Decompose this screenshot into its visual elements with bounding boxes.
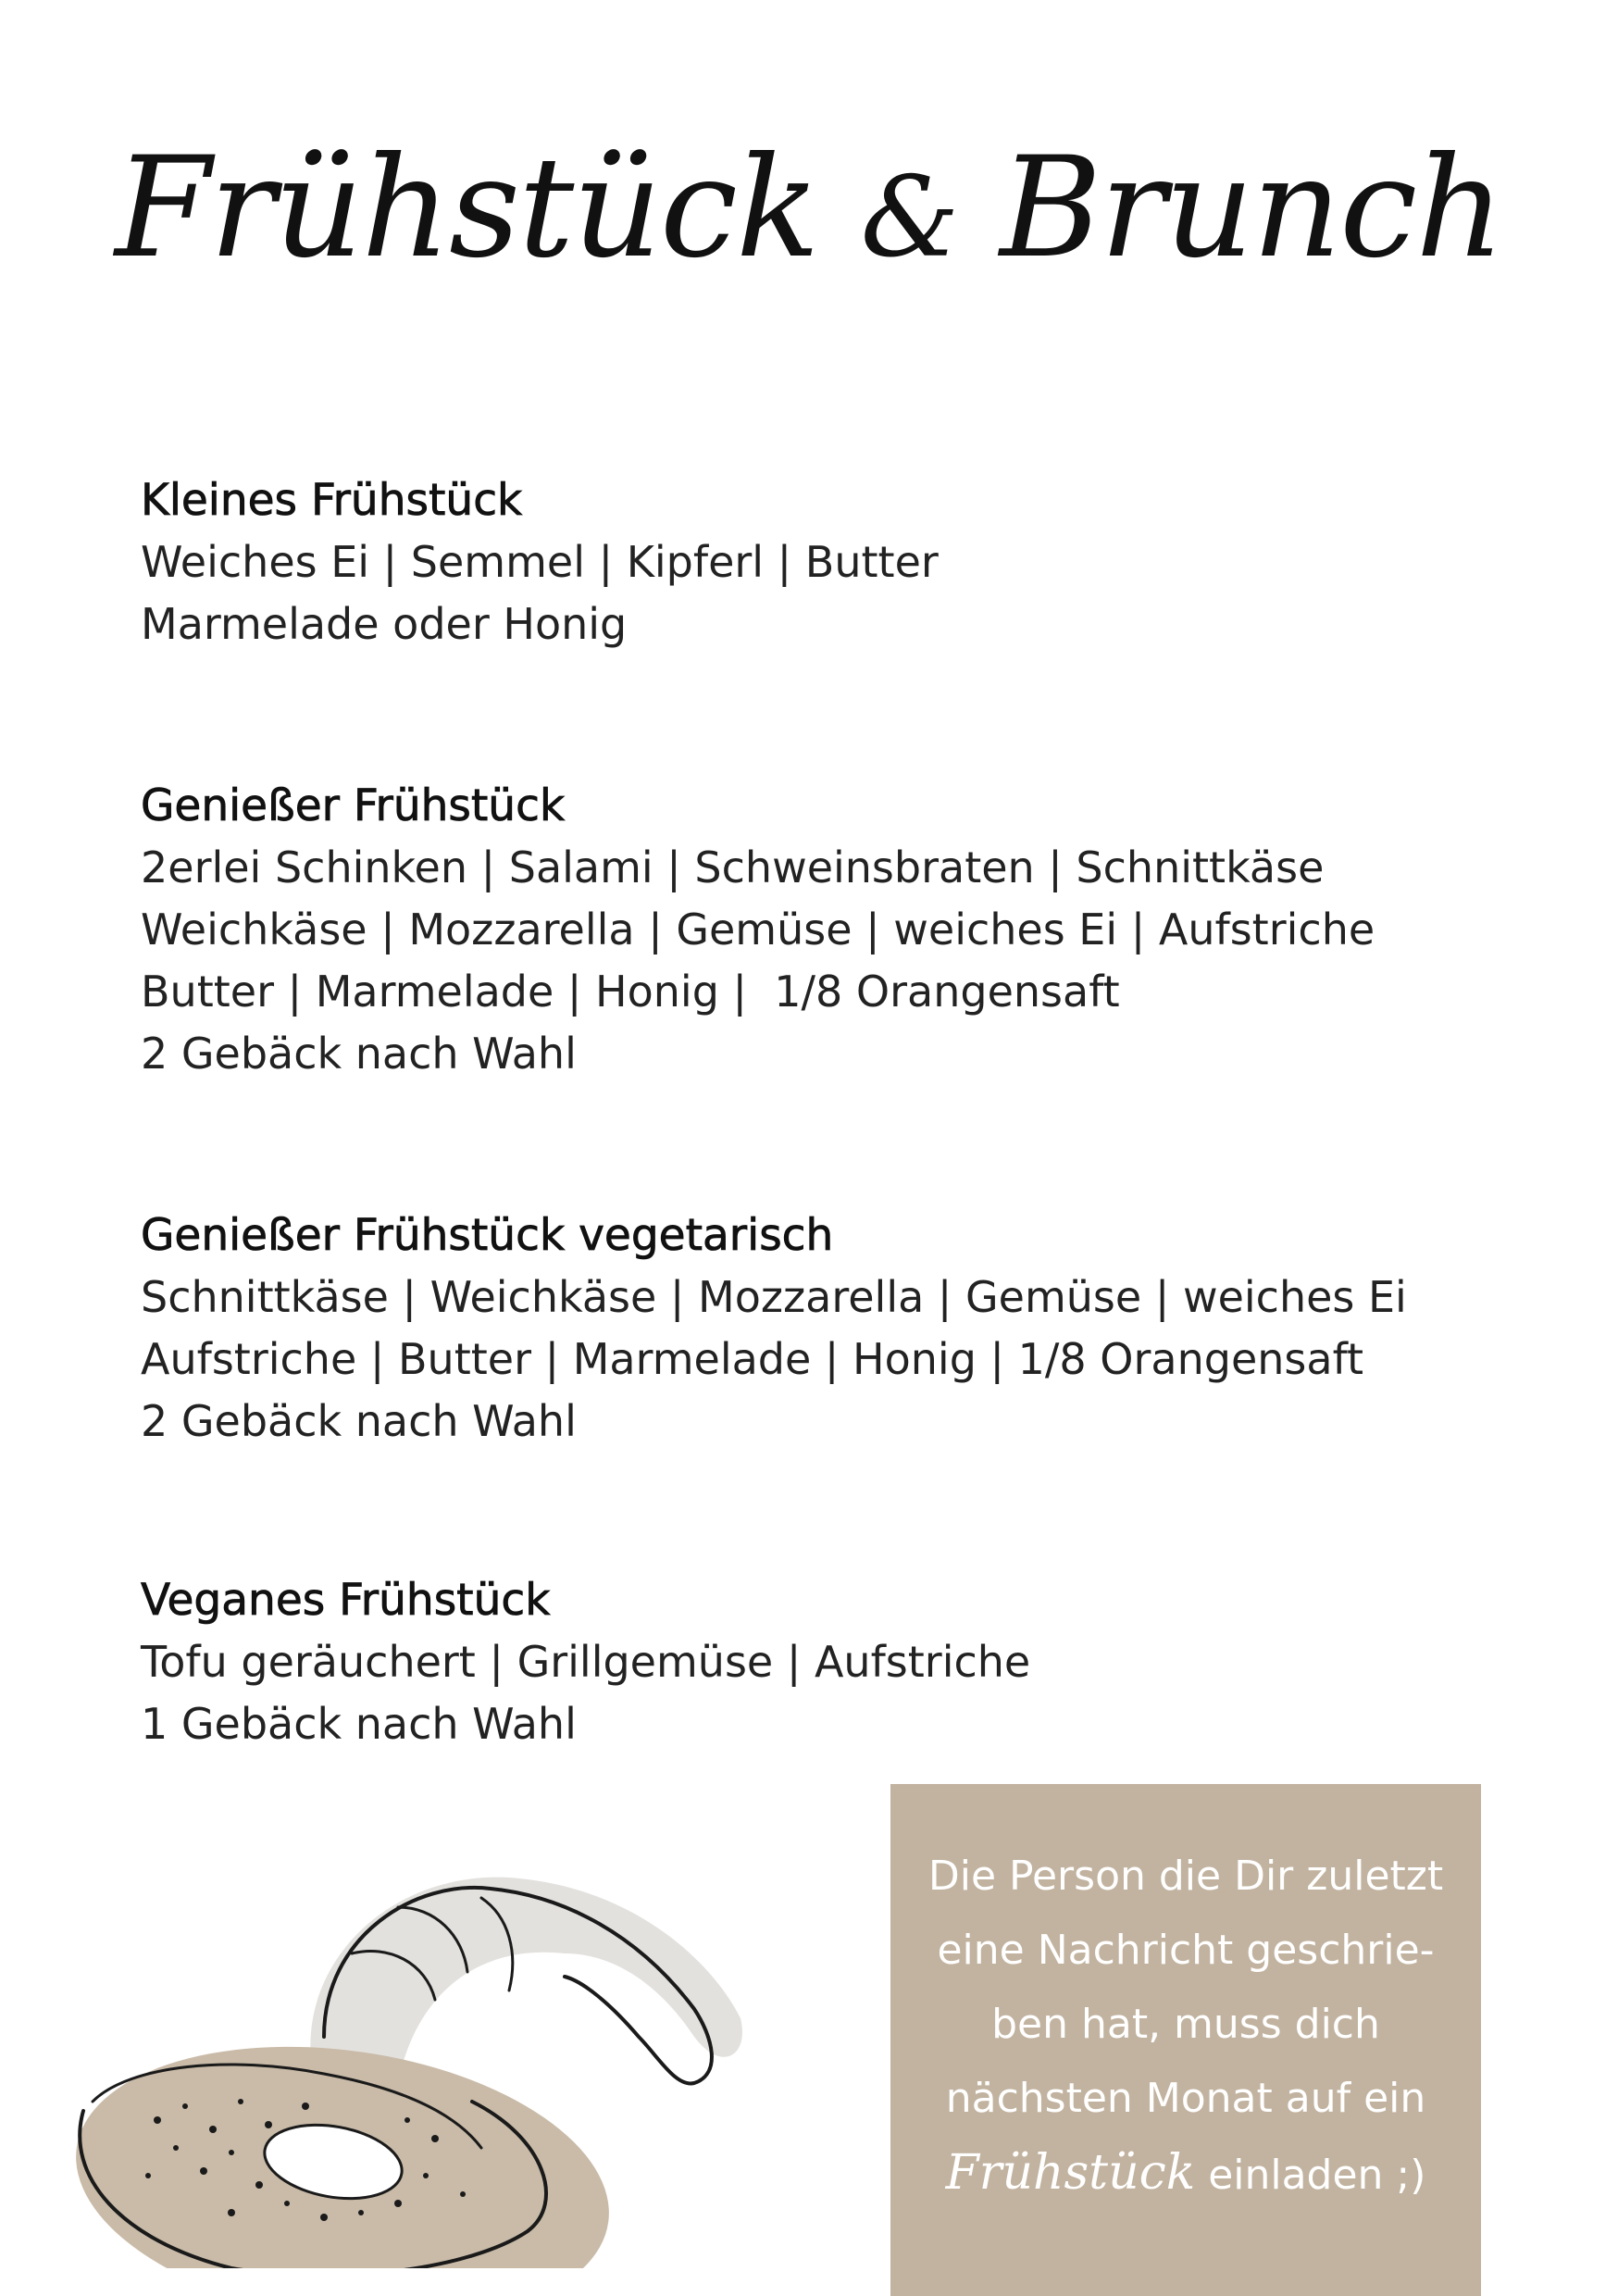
section-heading: Genießer Frühstück — [141, 780, 566, 831]
menu-section-geniesser-fruehstueck — [141, 776, 1529, 1085]
croissant-shadow — [310, 1878, 742, 2083]
bagel-and-croissant-illustration — [46, 1805, 787, 2268]
note-line: ben hat, muss dich — [991, 2001, 1380, 2048]
section-line: Butter | Marmelade | Honig | 1/8 Orangensaft — [141, 967, 1120, 1017]
note-line: eine Nachricht geschrie- — [937, 1927, 1435, 1974]
title-part-1: Frühstück — [115, 128, 818, 289]
section-heading: Kleines Frühstück — [141, 475, 523, 526]
section-line: Marmelade oder Honig — [141, 599, 628, 649]
info-note-box — [890, 1784, 1481, 2296]
note-ending: einladen ;) — [1195, 2152, 1426, 2199]
section-line: Weichkäse | Mozzarella | Gemüse | weiches Ei | Aufstriche — [141, 905, 1375, 955]
section-line: Schnittkäse | Weichkäse | Mozzarella | Gemüse | weiches Ei — [141, 1272, 1407, 1322]
menu-section-kleines-fruehstueck — [141, 470, 1529, 655]
section-line: Tofu geräuchert | Grillgemüse | Aufstriche — [141, 1637, 1031, 1687]
section-line: Aufstriche | Butter | Marmelade | Honig | 1/8 Orangensaft — [141, 1334, 1363, 1384]
note-line: nächsten Monat auf ein — [945, 2075, 1426, 2122]
section-heading: Veganes Frühstück — [141, 1575, 551, 1626]
section-line: 2erlei Schinken | Salami | Schweinsbraten | Schnittkäse — [141, 842, 1325, 892]
page-title — [0, 128, 1618, 289]
menu-section-veganes-fruehstueck — [141, 1570, 1529, 1755]
section-line: 2 Gebäck nach Wahl — [141, 1029, 577, 1079]
title-ampersand: & — [860, 154, 958, 282]
section-line: 2 Gebäck nach Wahl — [141, 1396, 577, 1446]
note-last-line — [916, 2136, 1455, 2213]
section-line: Weiches Ei | Semmel | Kipferl | Butter — [141, 537, 939, 587]
note-script-word: Frühstück — [945, 2145, 1196, 2201]
note-line: Die Person die Dir zuletzt — [927, 1853, 1444, 1900]
title-part-2: Brunch — [1000, 128, 1503, 289]
section-line: 1 Gebäck nach Wahl — [141, 1699, 577, 1749]
section-heading: Genießer Frühstück vegetarisch — [141, 1210, 834, 1261]
menu-section-geniesser-vegetarisch — [141, 1205, 1529, 1453]
